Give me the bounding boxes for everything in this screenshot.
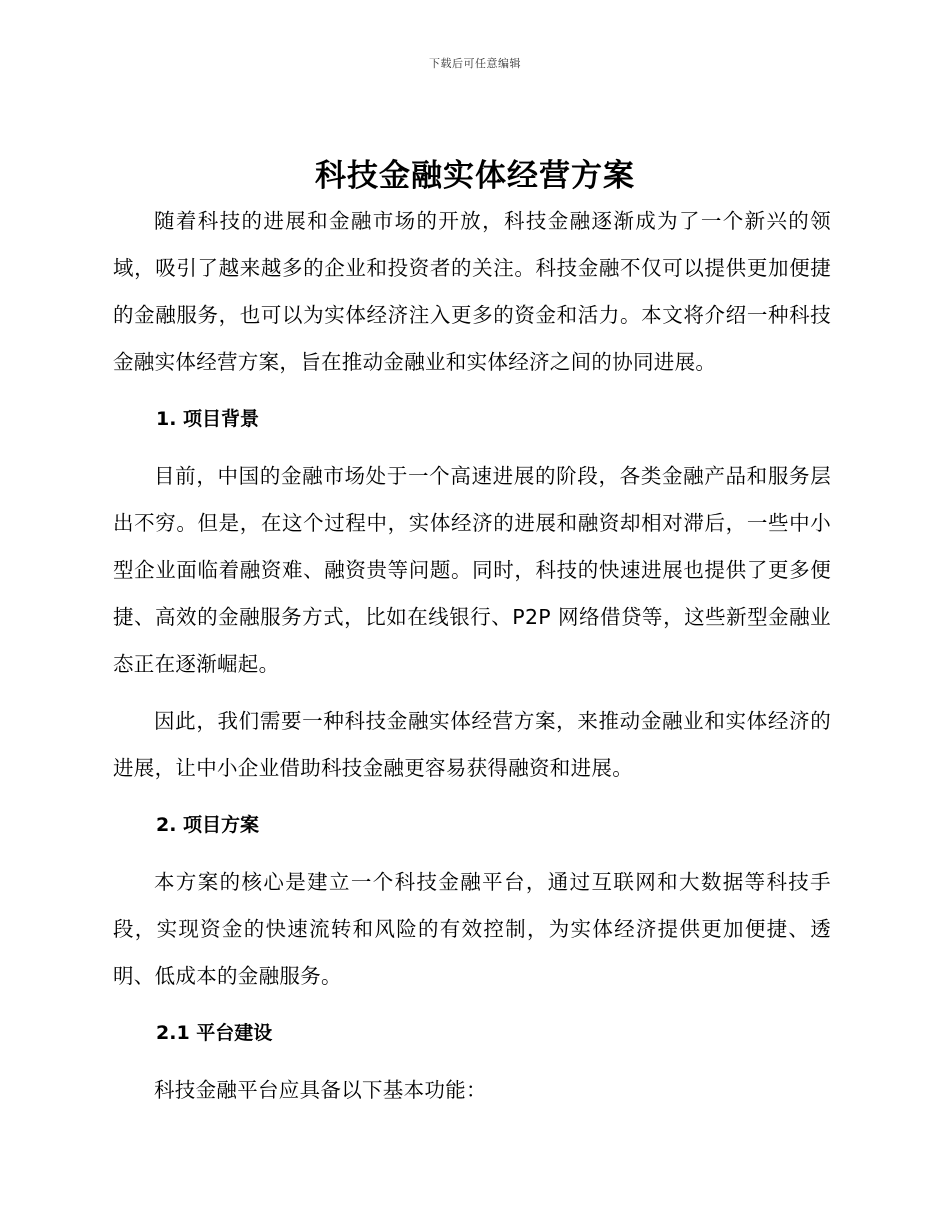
document-title: 科技金融实体经营方案	[315, 158, 635, 194]
background-paragraph-2: 因此，我们需要一种科技金融实体经营方案，来推动金融业和实体经济的进展，让中小企业借助科技金融更容易获得融资和进展。	[113, 709, 831, 780]
subsection-heading-platform: 2.1 平台建设	[156, 1022, 273, 1044]
header-note: 下载后可任意编辑	[429, 57, 521, 70]
section-heading-plan: 2. 项目方案	[156, 814, 260, 836]
plan-paragraph: 本方案的核心是建立一个科技金融平台，通过互联网和大数据等科技手段，实现资金的快速流转和风险的有效控制，为实体经济提供更加便捷、透明、低成本的金融服务。	[113, 870, 831, 988]
document-body	[113, 198, 831, 1114]
section-heading-background: 1. 项目背景	[156, 408, 260, 430]
platform-paragraph: 科技金融平台应具备以下基本功能：	[154, 1078, 487, 1102]
intro-paragraph: 随着科技的进展和金融市场的开放，科技金融逐渐成为了一个新兴的领域，吸引了越来越多的企业和投资者的关注。科技金融不仅可以提供更加便捷的金融服务，也可以为实体经济注入更多的资金和活力。本文将介绍一种科技金融实体经营方案，旨在推动金融业和实体经济之间的协同进展。	[113, 209, 831, 374]
background-paragraph-1: 目前，中国的金融市场处于一个高速进展的阶段，各类金融产品和服务层出不穷。但是，在这个过程中，实体经济的进展和融资却相对滞后，一些中小型企业面临着融资难、融资贵等问题。同时，科技的快速进展也提供了更多便捷、高效的金融服务方式，比如在线银行、P2P 网络借贷等，这些新型金融业态正在逐渐崛起。	[113, 464, 831, 676]
